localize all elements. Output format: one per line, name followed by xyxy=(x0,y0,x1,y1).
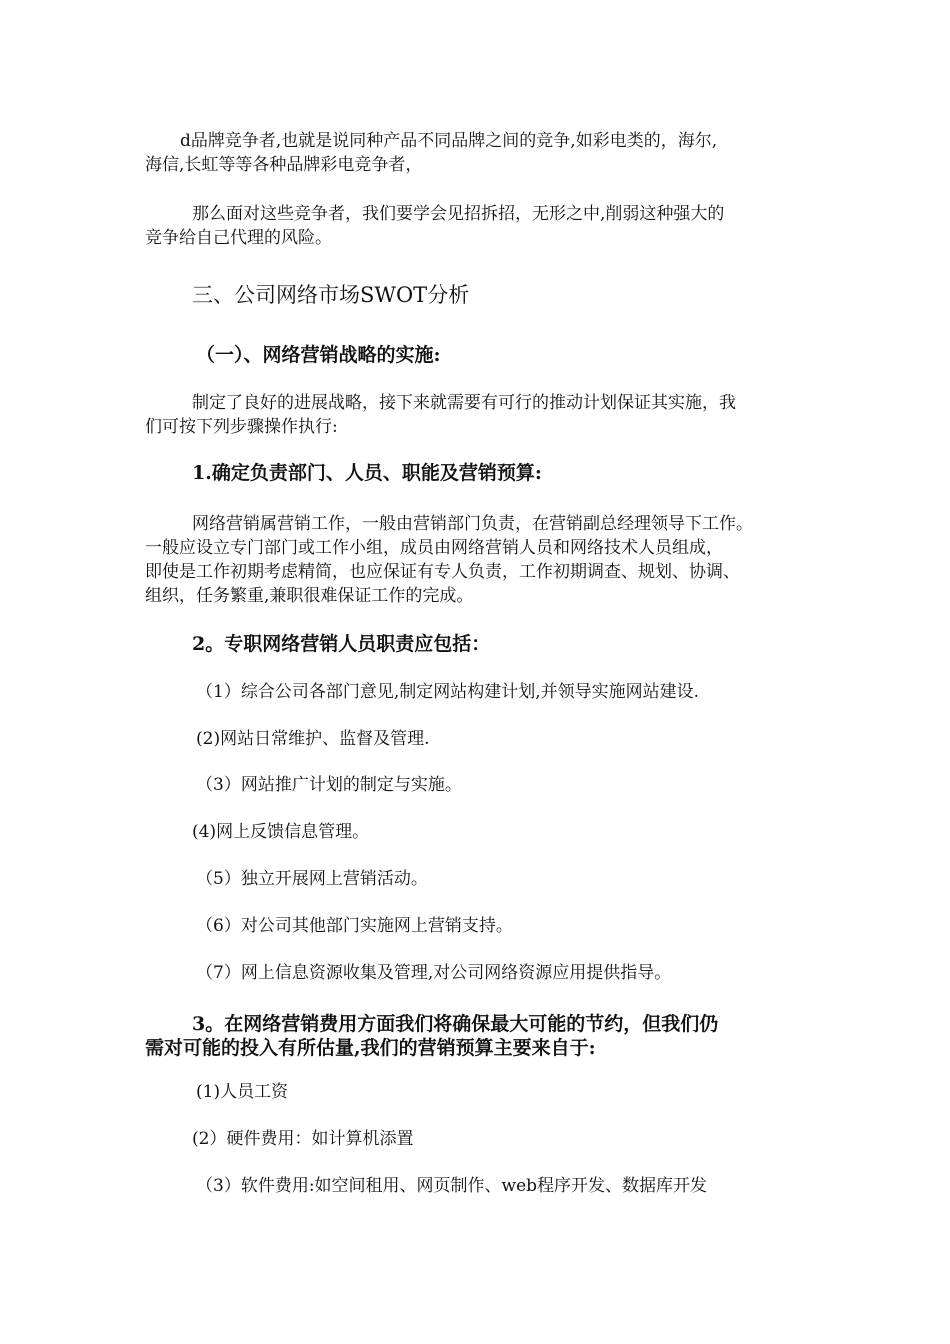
step-3-item-1: (1)人员工资 xyxy=(196,1082,289,1102)
intro-paragraph-2-line-1: 那么面对这些竞争者，我们要学会见招拆招，无形之中,削弱这种强大的 xyxy=(192,204,725,224)
step-1-line-4: 组织，任务繁重,兼职很难保证工作的完成。 xyxy=(145,586,474,606)
subsection-1-paragraph-line-2: 们可按下列步骤操作执行: xyxy=(145,417,338,437)
step-2-item-2: (2)网站日常维护、监督及管理. xyxy=(196,729,430,749)
step-2-item-1: （1）综合公司各部门意见,制定网站构建计划,并领导实施网站建设. xyxy=(196,682,700,702)
step-1-heading: 1.确定负责部门、人员、职能及营销预算: xyxy=(192,462,542,484)
step-3-heading-line-1: 3。在网络营销费用方面我们将确保最大可能的节约，但我们仍 xyxy=(192,1013,719,1035)
step-3-heading-line-2: 需对可能的投入有所估量,我们的营销预算主要来自于: xyxy=(145,1037,596,1059)
step-1-line-2: 一般应设立专门部门或工作小组，成员由网络营销人员和网络技术人员组成， xyxy=(145,538,723,558)
subsection-1-heading: （一）、网络营销战略的实施: xyxy=(196,344,441,366)
step-2-heading: 2。专职网络营销人员职责应包括： xyxy=(192,633,491,655)
step-3-item-2: (2）硬件费用：如计算机添置 xyxy=(192,1129,414,1149)
step-1-line-3: 即使是工作初期考虑精简，也应保证有专人负责，工作初期调查、规划、协调、 xyxy=(145,562,740,582)
step-2-item-7: （7）网上信息资源收集及管理,对公司网络资源应用提供指导。 xyxy=(196,963,672,983)
step-2-item-3: （3）网站推广计划的制定与实施。 xyxy=(196,775,462,795)
intro-paragraph-1-line-1: d品牌竞争者,也就是说同种产品不同品牌之间的竞争,如彩电类的，海尔, xyxy=(180,131,718,151)
step-1-line-1: 网络营销属营销工作，一般由营销部门负责，在营销副总经理领导下工作。 xyxy=(192,514,753,534)
step-2-item-4: (4)网上反馈信息管理。 xyxy=(192,822,370,842)
subsection-1-paragraph-line-1: 制定了良好的进展战略，接下来就需要有可行的推动计划保证其实施，我 xyxy=(192,393,736,413)
step-2-item-6: （6）对公司其他部门实施网上营销支持。 xyxy=(196,916,513,936)
section-3-heading: 三、公司网络市场SWOT分析 xyxy=(192,283,470,307)
intro-paragraph-1-line-2: 海信,长虹等等各种品牌彩电竞争者， xyxy=(145,155,423,175)
step-2-item-5: （5）独立开展网上营销活动。 xyxy=(196,869,428,889)
step-3-item-3: （3）软件费用:如空间租用、网页制作、web程序开发、数据库开发 xyxy=(196,1176,708,1196)
intro-paragraph-2-line-2: 竞争给自己代理的风险。 xyxy=(145,228,332,248)
